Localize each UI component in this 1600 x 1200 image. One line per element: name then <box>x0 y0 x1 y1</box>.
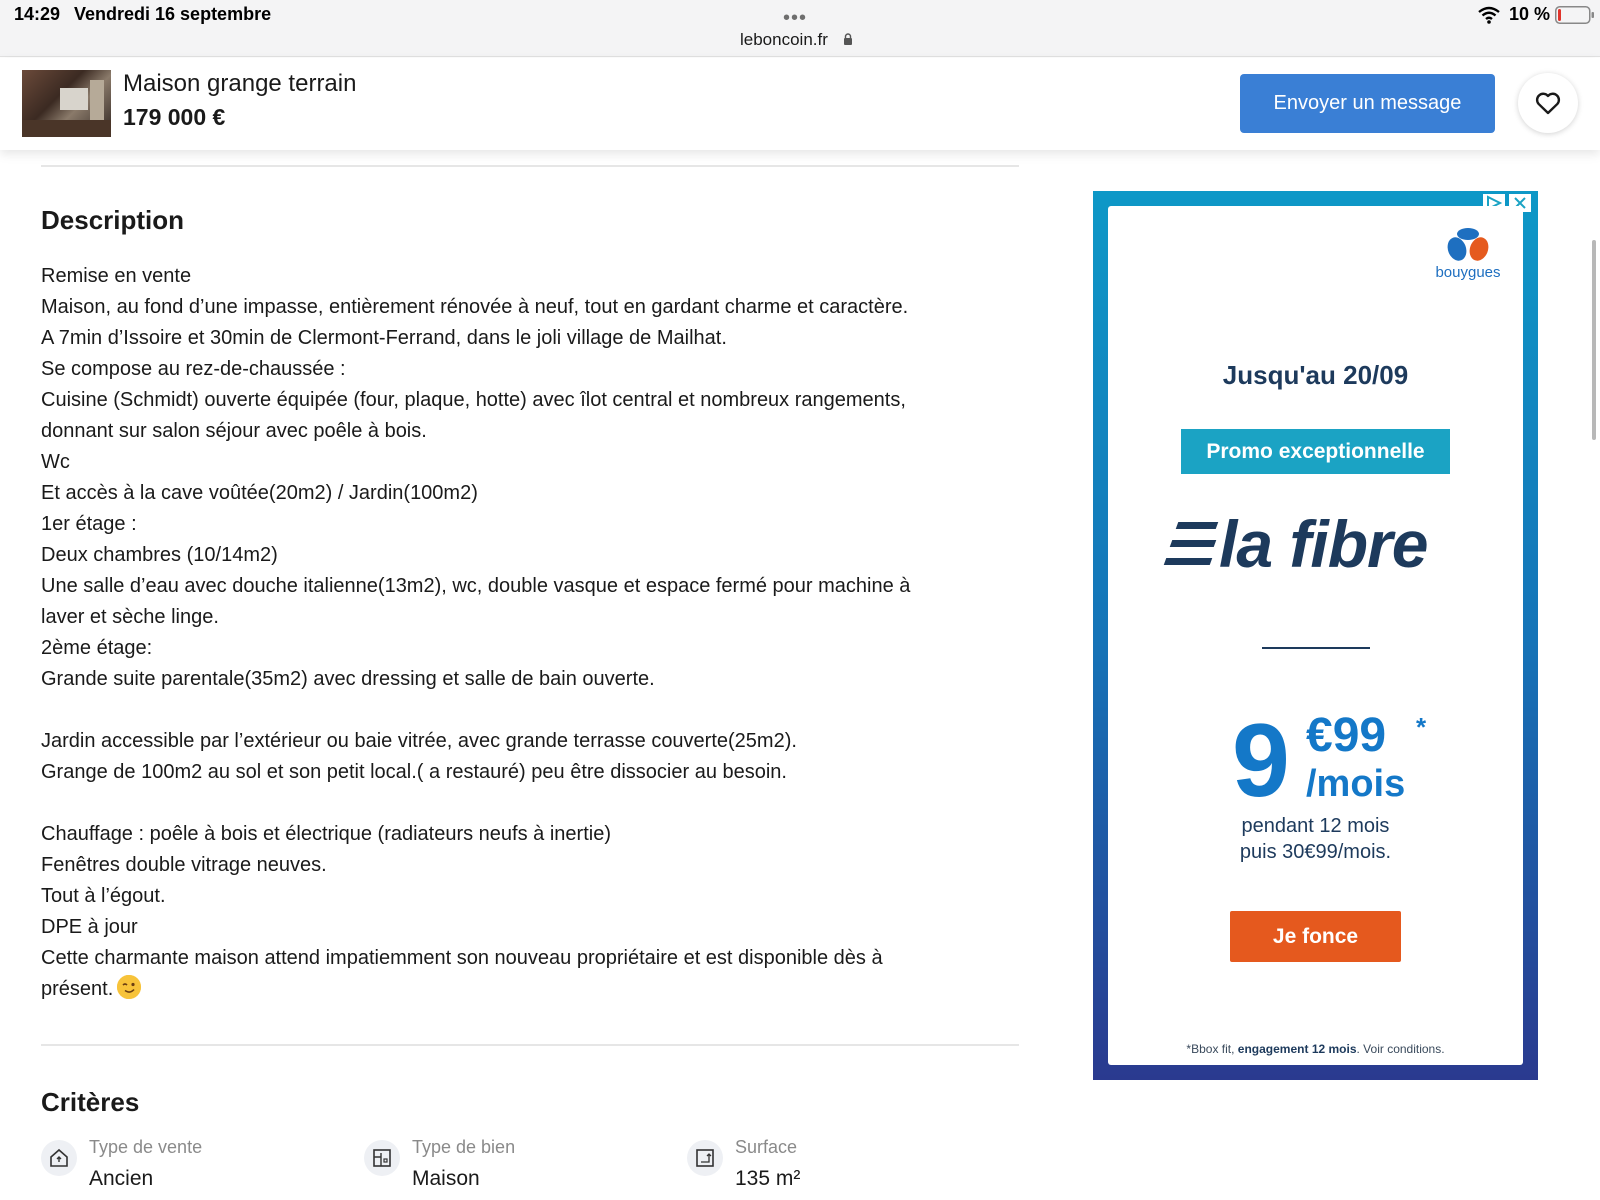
advertisement[interactable] <box>1093 191 1538 1080</box>
status-time: 14:29 <box>14 4 61 24</box>
ad-promo-date: Jusqu'au 20/09 <box>1222 360 1409 390</box>
lock-icon <box>843 33 853 45</box>
description-line: Maison, au fond d’une impasse, entièrement rénovée à neuf, tout en gardant charme et caractère. <box>41 296 909 318</box>
listing-title: Maison grange terrain <box>123 70 357 97</box>
description-line: 2ème étage: <box>41 637 153 659</box>
criterion-value: Maison <box>412 1167 480 1190</box>
price-duration: pendant 12 mois <box>1241 815 1390 837</box>
ad-card <box>1108 206 1523 1065</box>
price-euros: 9 <box>1232 703 1290 819</box>
description-line: Grande suite parentale(35m2) avec dressing et salle de bain ouverte. <box>41 668 655 690</box>
status-bar <box>0 0 1600 57</box>
description-line: Et accès à la cave voûtée(20m2) / Jardin(100m2) <box>41 482 478 504</box>
description-line: Une salle d’eau avec douche italienne(13m2), wc, double vasque et espace fermé pour machine à <box>41 575 911 597</box>
criterion-label: Type de bien <box>412 1137 516 1157</box>
description-line-last <box>41 974 1011 1005</box>
heart-icon <box>1535 91 1561 115</box>
description-line: Tout à l’égout. <box>41 885 166 907</box>
price-cents: €99 <box>1306 709 1387 762</box>
section-divider <box>41 1044 1019 1046</box>
ad-thumbnail[interactable] <box>22 70 111 137</box>
house-icon <box>41 1140 77 1176</box>
wifi-icon <box>1478 6 1500 24</box>
thumbnail-floor <box>22 120 111 137</box>
building-icon <box>364 1140 400 1176</box>
product-name: la fibre <box>1219 507 1428 581</box>
ad-legal-footer <box>1108 1042 1523 1056</box>
description-line: Grange de 100m2 au sol et son petit local.( a restauré) peu être dissocier au besoin. <box>41 761 787 783</box>
criteria-heading: Critères <box>41 1087 140 1117</box>
battery-icon <box>1555 6 1595 24</box>
criterion-value: 135 m² <box>735 1167 801 1190</box>
description-line: 1er étage : <box>41 513 137 535</box>
description-heading: Description <box>41 205 185 235</box>
description-line: DPE à jour <box>41 916 138 938</box>
fibre-stripe <box>1176 522 1219 529</box>
description-line: A 7min d’Issoire et 30min de Clermont-Ferrand, dans le joli village de Mailhat. <box>41 327 727 349</box>
tab-options-icon[interactable]: ••• <box>783 7 808 29</box>
description-line: Cuisine (Schmidt) ouverte équipée (four, plaque, hotte) avec îlot central et nombreux rangements, <box>41 389 906 411</box>
sticky-ad-header <box>0 58 1600 150</box>
je-fonce-button[interactable]: Je fonce <box>1230 911 1401 962</box>
listing-price: 179 000 € <box>123 104 226 130</box>
send-message-button[interactable]: Envoyer un message <box>1240 74 1495 133</box>
criterion-value: Ancien <box>89 1167 154 1190</box>
description-line: Remise en vente <box>41 265 192 287</box>
criterion-label: Surface <box>735 1137 798 1157</box>
description-line: Fenêtres double vitrage neuves. <box>41 854 327 876</box>
thumbnail-door <box>90 80 104 120</box>
footer-bold: engagement 12 mois <box>1237 1042 1357 1056</box>
surface-icon <box>687 1140 723 1176</box>
status-date: Vendredi 16 septembre <box>74 4 272 24</box>
description-line <box>41 788 1011 819</box>
description-line: laver et sèche linge. <box>41 606 219 628</box>
bouygues-logo <box>1428 226 1508 286</box>
battery-percent: 10 % <box>1509 4 1551 24</box>
ad-divider <box>1262 647 1370 649</box>
favorite-button[interactable] <box>1518 73 1578 133</box>
address-bar[interactable]: leboncoin.fr <box>740 30 828 49</box>
description-line: Chauffage : poêle à bois et électrique (radiateurs neufs à inertie) <box>41 823 611 845</box>
fibre-stripe <box>1164 558 1213 565</box>
thumbnail-window <box>60 88 88 110</box>
price-after: puis 30€99/mois. <box>1239 841 1392 863</box>
winking-face-icon <box>117 975 141 999</box>
ad-promo-badge: Promo exceptionnelle <box>1181 429 1450 474</box>
description-body <box>41 261 1011 1005</box>
description-line: Deux chambres (10/14m2) <box>41 544 278 566</box>
description-line: donnant sur salon séjour avec poêle à bois. <box>41 420 427 442</box>
scrollbar-thumb[interactable] <box>1592 240 1596 440</box>
footer-post: . Voir conditions. <box>1356 1042 1445 1056</box>
la-fibre-logo <box>1163 508 1473 580</box>
fibre-stripe <box>1170 540 1217 547</box>
footer-pre: *Bbox fit, <box>1186 1042 1235 1056</box>
description-line: présent. <box>41 978 114 1000</box>
description-line: Jardin accessible par l’extérieur ou baie vitrée, avec grande terrasse couverte(25m2). <box>41 730 797 752</box>
description-line: Se compose au rez-de-chaussée : <box>41 358 346 380</box>
brand-name: bouygues <box>1435 264 1501 281</box>
description-line <box>41 695 1011 726</box>
price-asterisk: * <box>1416 712 1427 742</box>
criterion-label: Type de vente <box>89 1137 203 1157</box>
section-divider <box>41 165 1019 167</box>
price-period: /mois <box>1306 763 1406 805</box>
description-line: Cette charmante maison attend impatiemment son nouveau propriétaire et est disponible dès à <box>41 947 883 969</box>
description-line: Wc <box>41 451 70 473</box>
